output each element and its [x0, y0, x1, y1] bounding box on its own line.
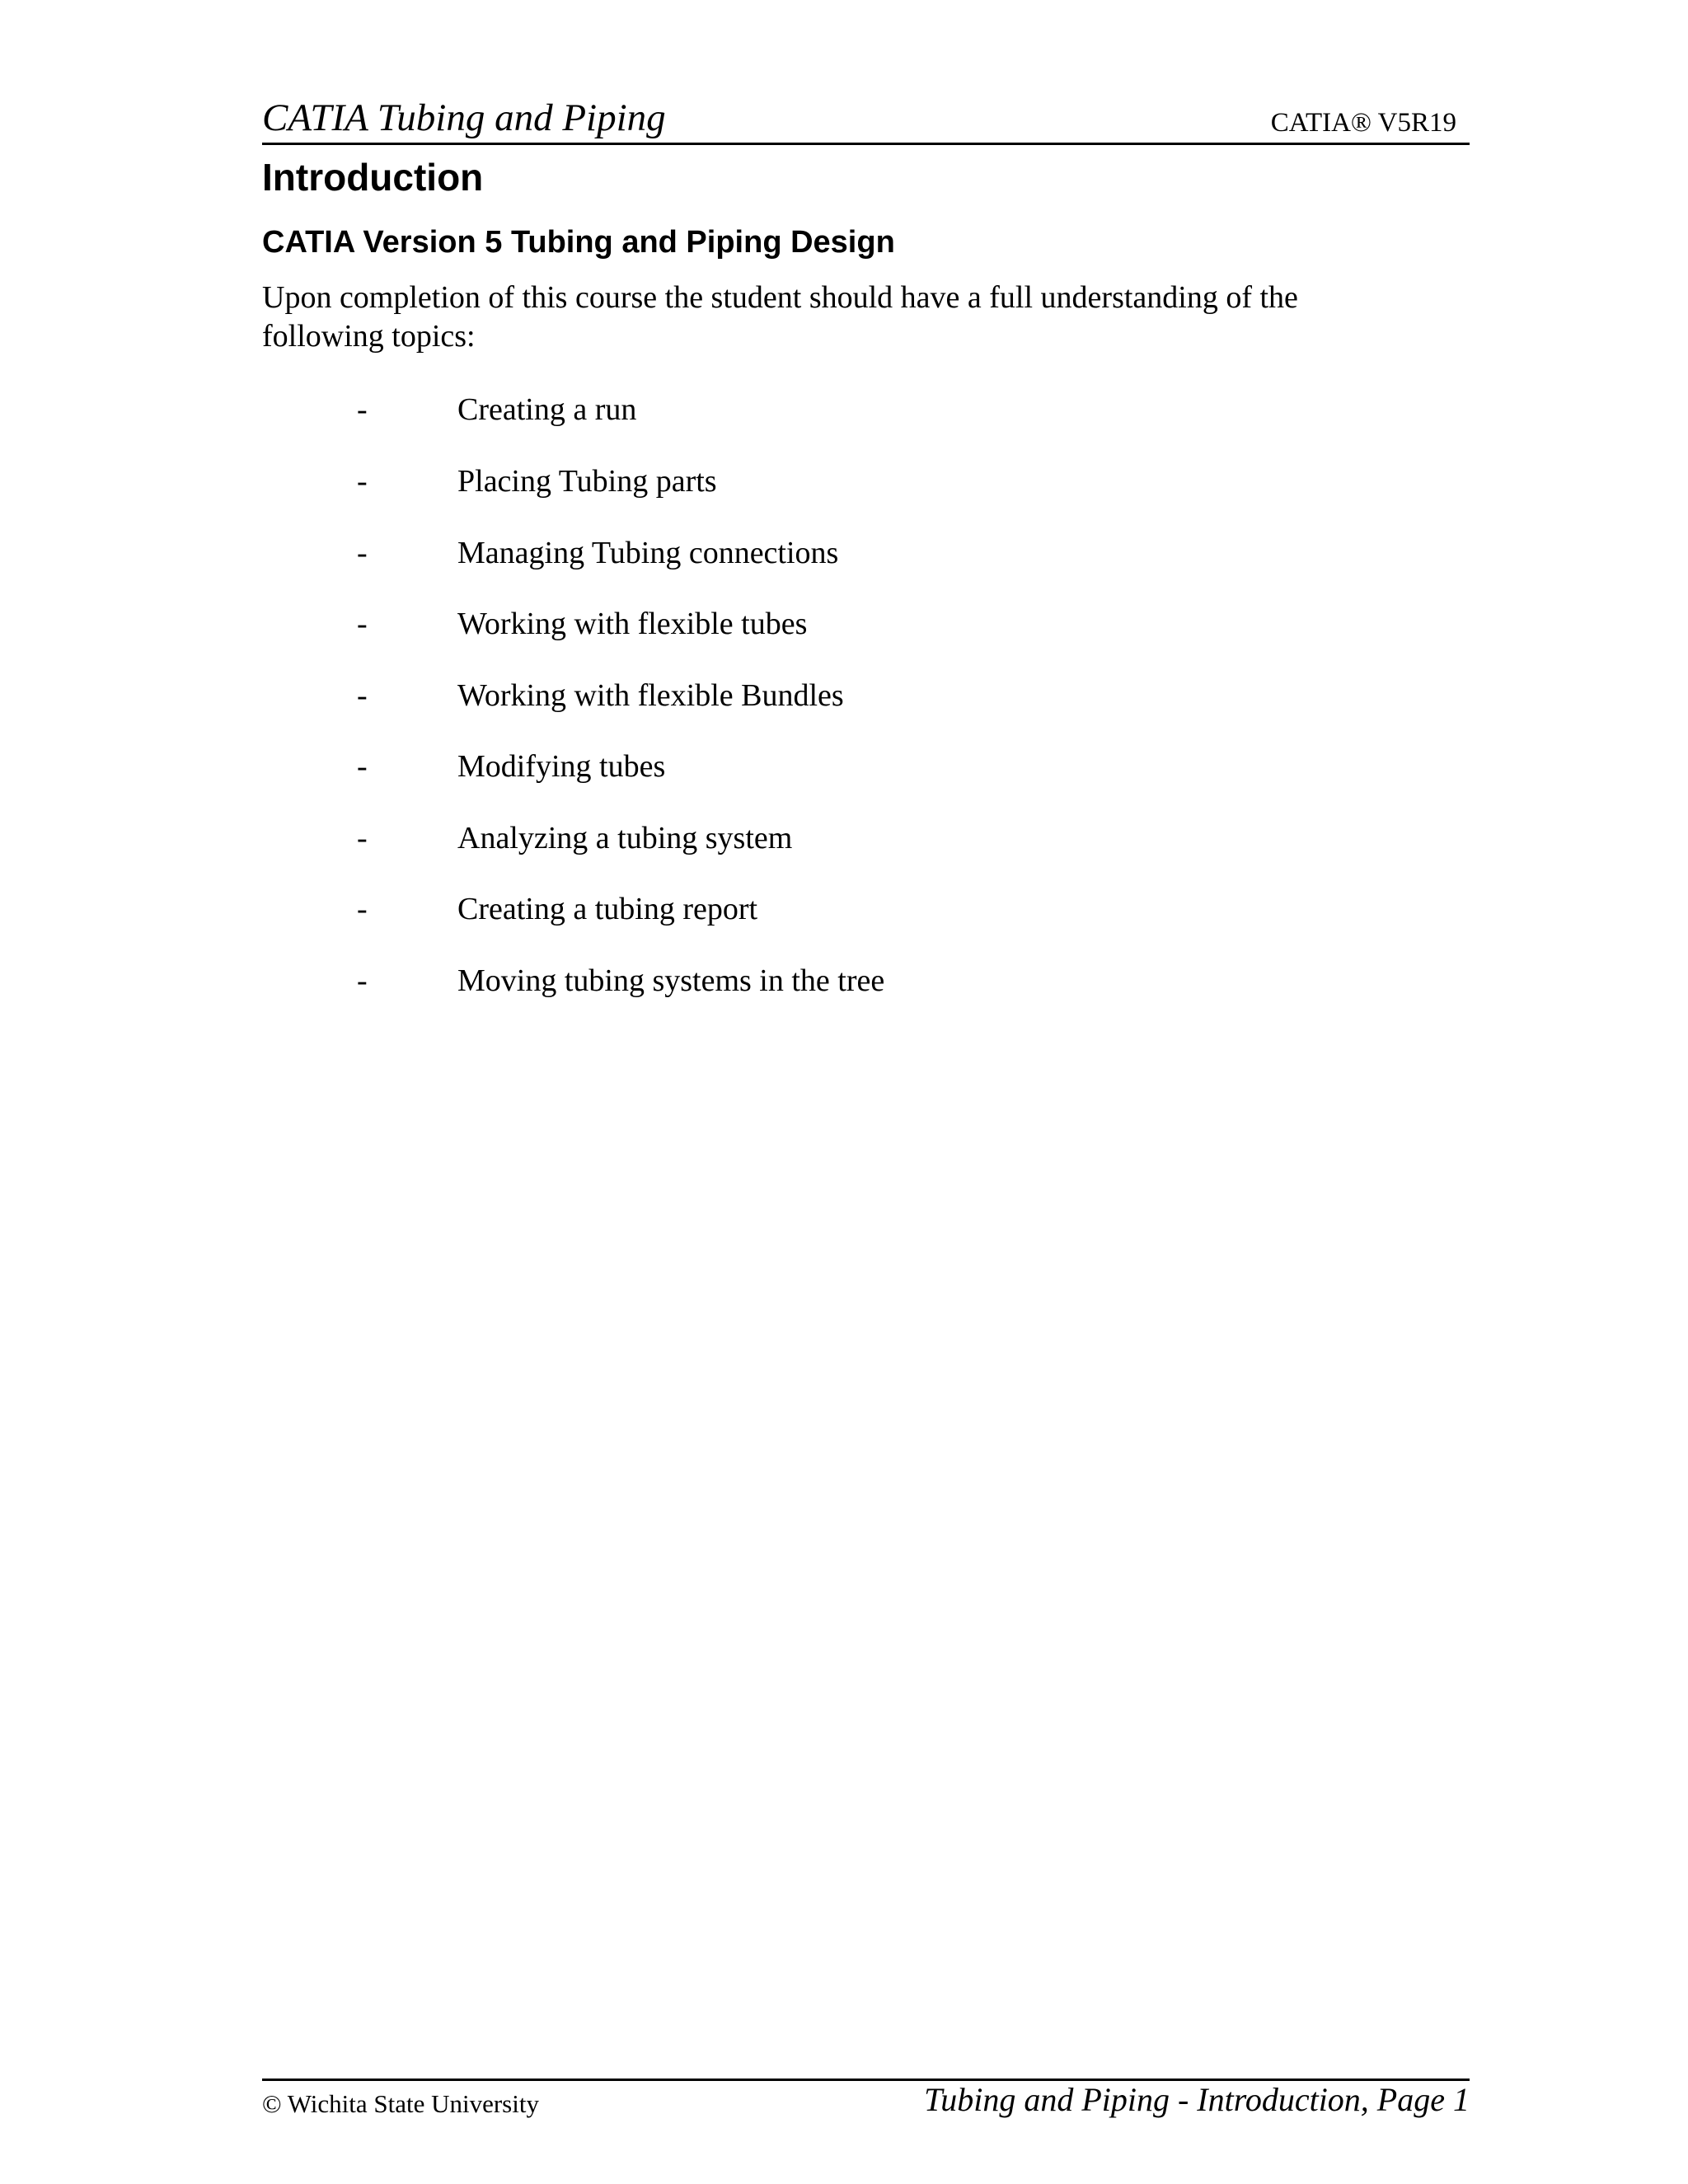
bullet-dash: -: [357, 607, 368, 641]
bullet-dash: -: [357, 892, 368, 926]
topic-text: Working with flexible tubes: [457, 607, 808, 641]
bullet-dash: -: [357, 392, 368, 427]
footer-copyright: © Wichita State University: [262, 2089, 539, 2118]
list-item: [0, 745, 1688, 788]
topic-list: [0, 0, 1688, 1071]
bullet-dash: -: [357, 536, 368, 570]
bullet-dash: -: [357, 821, 368, 855]
list-item: [0, 674, 1688, 717]
list-item: [0, 460, 1688, 503]
page-footer: [262, 2079, 1470, 2121]
topic-text: Managing Tubing connections: [457, 536, 839, 570]
list-item: [0, 959, 1688, 1002]
bullet-dash: -: [357, 749, 368, 784]
header-version: CATIA® V5R19: [1270, 108, 1456, 138]
section-heading: Introduction: [262, 156, 484, 199]
section-subheading: CATIA Version 5 Tubing and Piping Design: [262, 225, 895, 260]
topic-text: Creating a tubing report: [457, 892, 758, 926]
list-item: [0, 888, 1688, 930]
topic-text: Moving tubing systems in the tree: [457, 963, 885, 998]
intro-paragraph: Upon completion of this course the student should have a full understanding of the following topics:: [262, 280, 1298, 354]
topic-text: Working with flexible Bundles: [457, 678, 844, 713]
list-item: [0, 388, 1688, 431]
list-item: [0, 817, 1688, 860]
bullet-dash: -: [357, 963, 368, 998]
topic-text: Modifying tubes: [457, 749, 666, 784]
header-title: CATIA Tubing and Piping: [262, 96, 666, 139]
topic-text: Creating a run: [457, 392, 637, 427]
bullet-dash: -: [357, 464, 368, 499]
bullet-dash: -: [357, 678, 368, 713]
topic-text: Placing Tubing parts: [457, 464, 717, 499]
footer-page-label: Tubing and Piping - Introduction, Page 1: [924, 2081, 1470, 2118]
list-item: [0, 602, 1688, 645]
topic-text: Analyzing a tubing system: [457, 821, 793, 855]
list-item: [0, 532, 1688, 574]
